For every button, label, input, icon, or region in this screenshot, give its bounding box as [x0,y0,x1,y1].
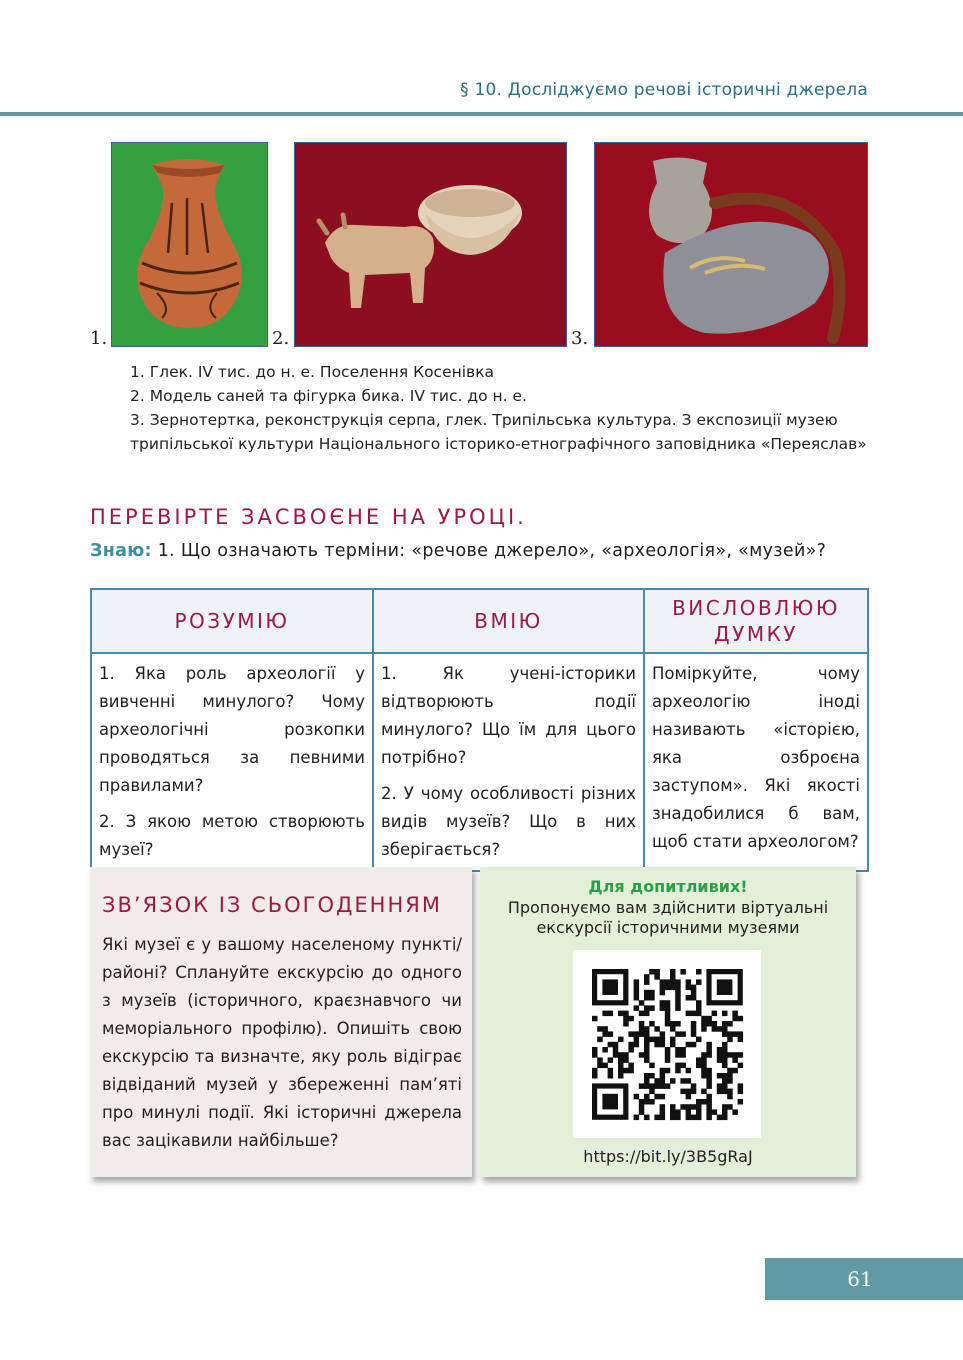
question-item: 2. З якою метою створюють музеї? [99,812,365,859]
column-rozumiyu [91,653,373,871]
page-number-tab [765,1258,963,1300]
header-rozumiyu: РОЗУМІЮ [91,589,373,653]
curious-title: Для допитливих! [588,877,748,896]
connection-heading: ЗВ’ЯЗОК ІЗ СЬОГОДЕННЯМ [102,893,442,917]
question-item: 1. Яка роль археології у вивченні минулого? Чому археологічні розкопки проводяться за певними правилами? [99,664,365,795]
photo-jug [111,142,268,347]
znayu-text: 1. Що означають терміни: «речове джерело», «археологія», «музей»? [151,541,827,561]
header-rule [0,112,963,116]
photo-1-number: 1. [90,328,108,349]
znayu-question [90,541,880,561]
curious-line-1: Пропонуємо вам здійснити віртуальні [507,898,829,917]
photo-2-number: 2. [272,328,290,349]
running-header: § 10. Досліджуємо речові історичні джерела [460,80,868,100]
caption-1: 1. Глек. IV тис. до н. е. Поселення Косенівка [130,363,495,381]
section-heading: ПЕРЕВІРТЕ ЗАСВОЄНЕ НА УРОЦІ. [90,505,527,529]
column-vyslovlyuyu [644,653,868,871]
grinder-image-icon [595,143,867,346]
curious-line-2: екскурсії історичними музеями [536,918,800,937]
jug-image-icon [112,143,267,346]
page-number: 61 [847,1267,873,1291]
curious-url[interactable]: https://bit.ly/3B5gRaJ [583,1147,753,1166]
connection-box [90,867,472,1177]
curious-box [480,867,856,1177]
caption-2: 2. Модель саней та фігурка бика. IV тис. до н. е. [130,387,527,405]
header-vmiyu: ВМІЮ [373,589,644,653]
connection-text: Які музеї є у вашому населеному пункті/районі? Сплануйте екскурсію до одного з музеїв (історичного, краєзнавчого чи меморіального профілю). Опишіть свою екскурсію та визначте, яку роль відіграє відвіданий музей у збереженні пам’яті про минулі події. Які історичні джерела вас зацікавили найбільше? [102,935,462,1150]
caption-3: 3. Зернотертка, реконструкція серпа, глек. Трипільська культура. З експозиції музею [130,411,838,429]
question-item: 1. Як учені-історики відтворюють події минулого? Що їм для цього потрібно? [381,664,636,767]
question-item: Поміркуйте, чому археологію іноді називають «історією, яка озброєна заступом». Які якості знадобилися б вам, щоб стати археологом? [652,664,860,851]
photo-grinder-sickle [594,142,868,347]
znayu-label: Знаю: [90,541,152,561]
photo-bull-figurine [294,142,567,347]
photo-captions [130,360,890,456]
header-vyslovlyuyu: ВИСЛОВЛЮЮ ДУМКУ [644,589,868,653]
caption-3-cont: трипільської культури Національного історико-етнографічного заповідника «Переяслав» [130,435,867,453]
column-vmiyu [373,653,644,871]
curious-description [480,898,856,938]
qr-code-icon[interactable] [573,950,761,1138]
question-item: 2. У чому особливості різних видів музеїв? Що в них зберігається? [381,784,636,859]
questions-table [90,588,869,872]
photo-3-number: 3. [571,328,589,349]
figurine-image-icon [295,143,566,346]
